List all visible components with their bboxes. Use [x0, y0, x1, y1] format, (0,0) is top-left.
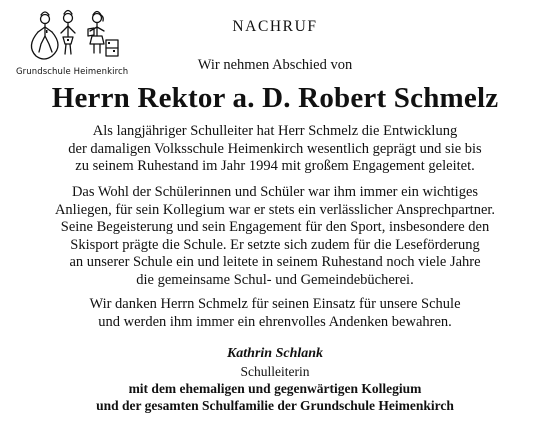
school-logo-caption: Grundschule Heimenkirch — [16, 67, 129, 77]
paragraph-line: Seine Begeisterung und sein Engagement für den Sport, insbesondere den — [60, 219, 490, 236]
paragraph-line: die gemeinsame Schul- und Gemeindebücherei. — [136, 271, 414, 288]
paragraph-line: der damaligen Volksschule Heimenkirch wesentlich geprägt und sie bis — [68, 140, 482, 157]
paragraph-3 — [20, 296, 530, 331]
paragraph-line: Anliegen, für sein Kollegium war er stets ein verlässlicher Ansprechpartner. — [54, 201, 496, 218]
signatory-line-1: mit dem ehemaligen und gegenwärtigen Kollegium — [128, 381, 422, 396]
signatory-role: Schulleiterin — [240, 364, 310, 379]
intro-line: Wir nehmen Abschied von — [197, 57, 353, 73]
paragraph-line: Das Wohl der Schülerinnen und Schüler war ihm immer ein wichtiges — [71, 184, 479, 200]
paragraph-line: zu seinem Ruhestand im Jahr 1994 mit großem Engagement geleitet. — [75, 158, 475, 175]
signatory-line-2: und der gesamten Schulfamilie der Grundschule Heimenkirch — [96, 398, 454, 413]
paragraph-1 — [20, 123, 530, 176]
paragraph-line: Skisport prägte die Schule. Er setzte sich zudem für die Leseförderung — [70, 236, 480, 253]
paragraph-line: Wir danken Herrn Schmelz für seinen Einsatz für unsere Schule — [89, 296, 461, 312]
paragraph-line: an unserer Schule ein und leitete in seinem Ruhestand noch viele Jahre — [69, 254, 481, 271]
deceased-name: Herrn Rektor a. D. Robert Schmelz — [51, 82, 499, 114]
notice-heading: NACHRUF — [232, 18, 318, 35]
paragraph-line: Als langjähriger Schulleiter hat Herr Schmelz die Entwicklung — [92, 123, 458, 139]
signatory-name: Kathrin Schlank — [226, 346, 324, 361]
paragraph-line: und werden ihm immer ein ehrenvolles Andenken bewahren. — [98, 313, 452, 330]
paragraph-2 — [20, 184, 530, 290]
